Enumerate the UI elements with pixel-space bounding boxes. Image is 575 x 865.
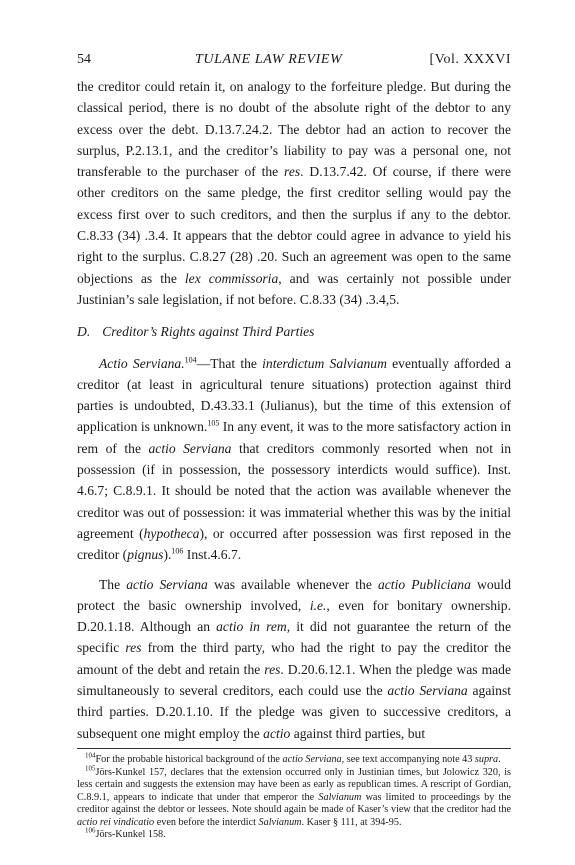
footnote-106 <box>77 829 511 842</box>
text-run: . <box>498 753 501 765</box>
section-heading <box>77 321 511 342</box>
text-run: would protect the basic ownership involved, <box>77 576 511 613</box>
footnote-marker: 106 <box>85 827 96 836</box>
text-run: Inst.4.6.7. <box>183 547 242 563</box>
section-letter: D. <box>77 324 91 340</box>
text-run: ), or occurred after possession was first reposed in the creditor ( <box>77 525 512 563</box>
paragraph <box>77 353 511 566</box>
italic-text: actio rei vindicatio <box>77 816 155 828</box>
paragraph <box>77 574 511 744</box>
text-run: Jörs-Kunkel 157, declares that the extension occurred only in Justinian times, but Jolowicz 320, is less certain and suggests the extension may have been as early as republican times. A rescript of Gordian, C.8.9.1, appears to indicate that under that emperor the <box>77 766 511 803</box>
italic-text: actio Publiciana <box>377 576 471 592</box>
text-run: the creditor could retain it, on analogy to the forfeiture pledge. But during the classical period, there is no doubt of the absolute right of the debtor to any excess over the debt. D.13.7.24.2. The debtor had an action to recover the surplus, P.2.13.1, and the creditor’s liability to pay was a personal one, not transferable to the purchaser of the <box>77 79 511 180</box>
running-header <box>77 52 511 74</box>
italic-text: res <box>125 640 142 656</box>
text-run: —That the <box>196 355 263 371</box>
italic-text: Actio Serviana. <box>99 355 185 371</box>
paragraph-gap <box>77 566 511 574</box>
italic-text: actio <box>263 725 291 741</box>
italic-text: interdictum Salvianum <box>262 355 387 371</box>
italic-text: lex commissoria <box>184 270 279 286</box>
text-run: , even for bonitary ownership. D.20.1.18. Although an <box>77 597 512 635</box>
text-run: , see text accompanying note 43 <box>341 753 475 765</box>
volume-label: [Vol. XXXVI <box>429 52 511 67</box>
section-title: Creditor’s Rights against Third Parties <box>102 324 315 340</box>
text-run: , it did not guarantee the return of the specific <box>77 619 512 656</box>
italic-text: Salvianum <box>318 791 362 803</box>
footnote-marker: 105 <box>85 764 96 773</box>
italic-text: actio Serviana <box>148 440 232 456</box>
paragraph <box>77 76 511 310</box>
text-run: from the third party, who had the right to pay the creditor the amount of the debt and retain the <box>77 640 511 677</box>
text-run: Jörs-Kunkel 158. <box>95 829 166 841</box>
italic-text: supra <box>474 753 499 765</box>
footnote-marker: 105 <box>207 418 220 428</box>
text-run: The <box>99 576 127 592</box>
text-run: eventually afforded a creditor (at least in agricultural tenure situations) protection against third parties is undoubted, D.43.33.1 (Julianus), but the time of this extension of application is unknown. <box>77 355 511 435</box>
text-run: In any event, it was to the more satisfactory action in rem of the <box>77 419 511 456</box>
footnote-marker: 104 <box>85 751 96 760</box>
italic-text: Salvianum <box>258 816 302 828</box>
text-run: For the probable historical background of the <box>95 753 283 765</box>
body-text <box>77 76 511 744</box>
text-run: . D.20.6.12.1. When the pledge was made simultaneously to several creditors, each could use the <box>77 661 512 699</box>
text-run: was limited to proceedings by the creditor against the debtor or lessees. Note should again be made of Kaser’s view that the creditor had the <box>77 791 511 816</box>
footnote-marker: 104 <box>184 355 197 365</box>
italic-text: i.e. <box>309 597 327 613</box>
text-run: . D.13.7.42. Of course, if there were other creditors on the same pledge, the first creditor selling would pay the excess first over to such creditors, and then the surplus if any to the debtor. C.8.33 (34) .3.4. It appears that the debtor could agree in advance to yield his right to the surplus. C.8.27 (28) .20. Such an agreement was open to the same objections as the <box>77 164 511 286</box>
footnote-105 <box>77 764 511 830</box>
italic-text: actio Serviana <box>282 753 342 765</box>
footnote-marker: 106 <box>171 546 184 556</box>
italic-text: actio Serviana <box>126 576 208 592</box>
page <box>77 52 511 842</box>
italic-text: actio Serviana <box>387 683 468 699</box>
italic-text: hypotheca <box>143 525 200 541</box>
journal-title: TULANE LAW REVIEW <box>195 52 343 67</box>
page-number: 54 <box>77 52 91 67</box>
text-run: ). <box>163 547 172 563</box>
italic-text: res <box>264 661 281 677</box>
text-run: even before the interdict <box>154 816 259 828</box>
text-run: against third parties, but <box>290 725 426 741</box>
italic-text: pignus <box>127 547 164 563</box>
text-run: . Kaser § 111, at 394-95. <box>301 816 402 828</box>
footnotes <box>77 748 511 842</box>
text-run: that creditors commonly resorted when not in possession (if in possession, the possessory interdicts would suffice). Inst. 4.6.7; C.8.9.1. It should be noted that the action was available whenever the creditor was out of possession: it was immaterial whether this was by the initial agreement ( <box>77 440 512 541</box>
italic-text: actio in rem <box>216 619 287 635</box>
text-run: was available whenever the <box>207 576 378 592</box>
italic-text: res <box>284 164 301 180</box>
text-run: , and was certainly not possible under Justinian’s sale legislation, if not before. C.8.33 (34) .3.4,5. <box>77 270 511 307</box>
text-run: against third parties. D.20.1.10. If the pledge was given to successive creditors, a subsequent one might employ the <box>77 683 512 741</box>
footnote-104 <box>77 751 511 767</box>
